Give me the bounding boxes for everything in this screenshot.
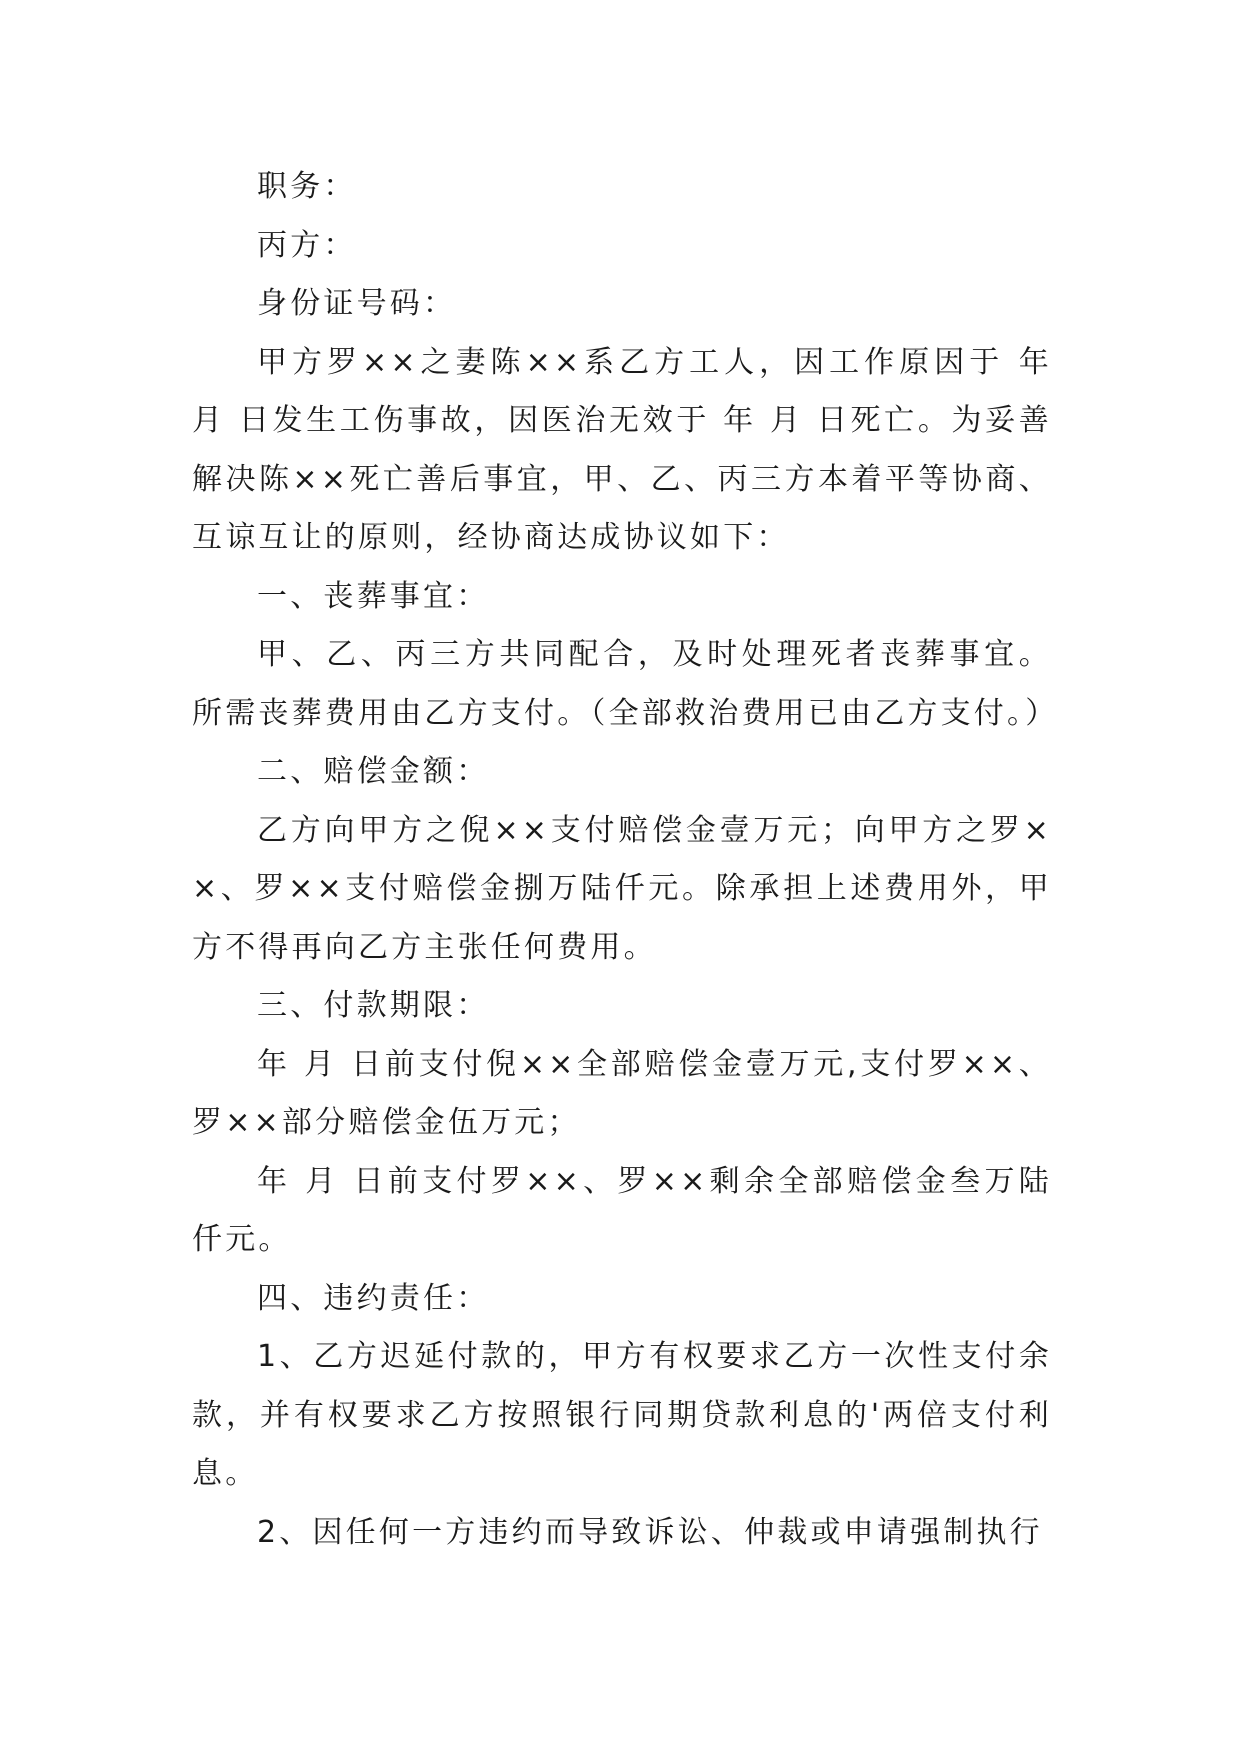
liability-clause-2: 2、因任何一方违约而导致诉讼、仲裁或申请强制执行 bbox=[257, 1514, 1043, 1550]
payment-term-paragraph-1: 年 月 日前支付倪××全部赔偿金壹万元,支付罗××、罗××部分赔偿金伍万元； bbox=[192, 1046, 1052, 1140]
section-heading-liability: 四、违约责任： bbox=[257, 1280, 490, 1316]
payment-term-paragraph-2: 年 月 日前支付罗××、罗××剩余全部赔偿金叁万陆仟元。 bbox=[192, 1163, 1052, 1257]
section-heading-payment-term: 三、付款期限： bbox=[257, 988, 490, 1023]
field-party-c: 丙方： bbox=[257, 227, 357, 263]
field-position: 职务： bbox=[257, 169, 357, 204]
document-body bbox=[192, 158, 1059, 1562]
compensation-paragraph: 乙方向甲方之倪××支付赔偿金壹万元；向甲方之罗××、罗××支付赔偿金捌万陆仟元。除承担上述费用外，甲方不得再向乙方主张任何费用。 bbox=[192, 812, 1052, 965]
funeral-paragraph: 甲、乙、丙三方共同配合，及时处理死者丧葬事宜。所需丧葬费用由乙方支付。（全部救治费用已由乙方支付。） bbox=[192, 637, 1059, 731]
field-id-number: 身份证号码： bbox=[257, 286, 457, 321]
section-heading-compensation: 二、赔偿金额： bbox=[257, 754, 490, 789]
liability-clause-1: 1、乙方迟延付款的，甲方有权要求乙方一次性支付余款，并有权要求乙方按照银行同期贷款利息的'两倍支付利息。 bbox=[192, 1339, 1052, 1491]
section-heading-funeral: 一、丧葬事宜： bbox=[257, 578, 490, 614]
preamble-paragraph: 甲方罗××之妻陈××系乙方工人，因工作原因于 年 月 日发生工伤事故，因医治无效于 年 月 日死亡。为妥善解决陈××死亡善后事宜，甲、乙、丙三方本着平等协商、互谅互让的原则，经协商达成协议如下： bbox=[192, 344, 1052, 555]
